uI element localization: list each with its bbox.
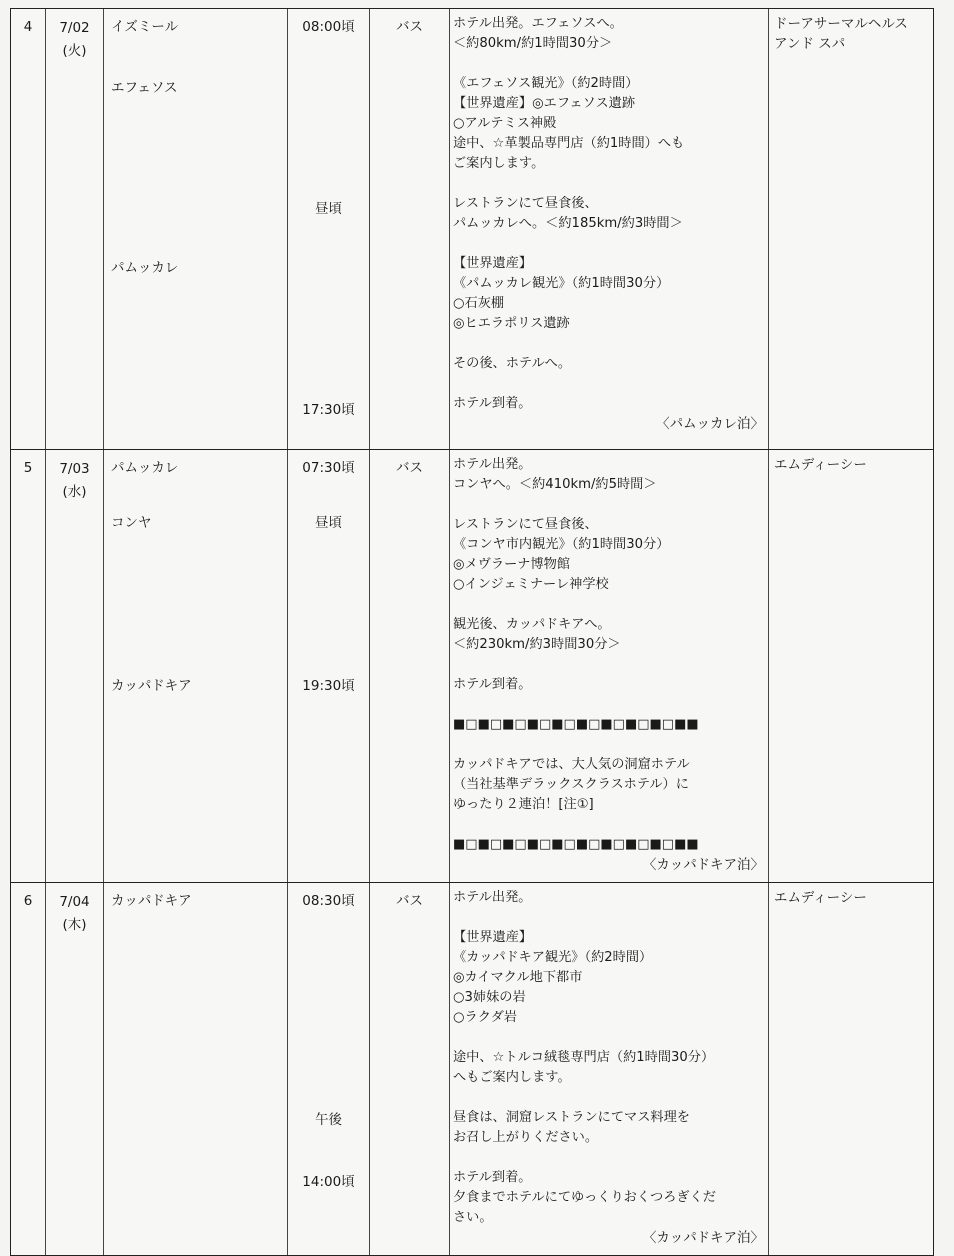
desc-line: ◎メヴラーナ博物館	[453, 557, 571, 572]
time: 17:30頃	[302, 402, 355, 418]
place-name: パムッカレ	[111, 460, 179, 476]
place-cell	[103, 450, 287, 882]
desc-line: ○ラクダ岩	[453, 1010, 517, 1025]
desc-line: パムッカレへ。＜約185km/約3時間＞	[453, 216, 683, 231]
transport-cell: バス	[369, 9, 449, 449]
place-name: エフェソス	[111, 80, 178, 96]
desc-line: ○アルテミス神殿	[453, 116, 557, 131]
desc-line	[453, 595, 764, 615]
date-cell	[45, 883, 103, 1255]
place-name: パムッカレ	[111, 260, 179, 276]
place-cell	[103, 883, 287, 1255]
desc-line	[453, 695, 764, 715]
desc-line: さい。	[453, 1210, 493, 1225]
place-name: カッパドキア	[111, 678, 192, 694]
desc-line: ホテル到着。	[453, 677, 532, 692]
desc-line: ◎カイマクル地下都市	[453, 970, 583, 985]
weekday: (水)	[62, 484, 87, 500]
day-number: 4	[23, 19, 33, 35]
description-cell	[449, 883, 768, 1255]
desc-line: 《エフェソス観光》（約2時間）	[453, 76, 639, 91]
time: 08:00頃	[302, 19, 355, 35]
desc-line: コンヤへ。＜約410km/約5時間＞	[453, 477, 657, 492]
desc-line: 観光後、カッパドキアへ。	[453, 617, 611, 632]
date: 7/03	[59, 461, 90, 477]
time-cell	[287, 450, 369, 882]
desc-line: カッパドキアでは、大人気の洞窟ホテル	[453, 757, 690, 772]
desc-line: ○石灰棚	[453, 296, 505, 311]
decorative-pattern: ■□■□■□■□■□■□■□■□■□■■	[453, 837, 699, 852]
day-row-4	[11, 9, 933, 449]
desc-line: ホテル出発。	[453, 890, 532, 905]
day-number: 5	[23, 460, 33, 476]
description-cell	[449, 450, 768, 882]
desc-line: 《パムッカレ観光》（約1時間30分）	[453, 276, 670, 291]
hotel-name: アンド スパ	[774, 36, 846, 52]
desc-line: 夕食までホテルにてゆっくりおくつろぎくだ	[453, 1190, 716, 1205]
desc-line: その後、ホテルへ。	[453, 356, 572, 371]
weekday: (火)	[62, 43, 87, 59]
desc-line	[453, 1088, 764, 1108]
desc-line	[453, 374, 764, 394]
weekday: (木)	[62, 917, 87, 933]
time-cell	[287, 883, 369, 1255]
day-row-6	[11, 882, 933, 1255]
desc-line	[453, 735, 764, 755]
desc-line: （当社基準デラックスクラスホテル）に	[453, 777, 689, 792]
day-number: 6	[23, 893, 33, 909]
desc-line	[453, 908, 764, 928]
overnight-stay: 〈カッパドキア泊〉	[642, 1230, 764, 1246]
desc-line	[453, 54, 764, 74]
hotel-cell	[768, 9, 933, 449]
description-cell	[449, 9, 768, 449]
desc-line: ＜約230km/約3時間30分＞	[453, 637, 621, 652]
desc-line: 【世界遺産】◎エフェソス遺跡	[453, 96, 636, 111]
desc-line: ホテル到着。	[453, 396, 532, 411]
desc-line: 昼食は、洞窟レストランにてマス料理を	[453, 1110, 690, 1125]
desc-line	[453, 334, 764, 354]
hotel-cell	[768, 883, 933, 1255]
desc-line	[453, 815, 764, 835]
overnight-stay: 〈カッパドキア泊〉	[642, 857, 764, 873]
day-row-5	[11, 449, 933, 882]
desc-line: ◎ヒエラポリス遺跡	[453, 316, 570, 331]
desc-line: ご案内します。	[453, 156, 545, 171]
date: 7/04	[59, 894, 90, 910]
place-name: イズミール	[111, 19, 179, 35]
desc-line: へもご案内します。	[453, 1070, 571, 1085]
hotel-name: エムディーシー	[774, 457, 867, 473]
desc-line: ○インジェミナーレ神学校	[453, 577, 609, 592]
date: 7/02	[59, 20, 90, 36]
time: 昼頃	[315, 515, 342, 531]
hotel-cell	[768, 450, 933, 882]
desc-line: 途中、☆革製品専門店（約1時間）へも	[453, 136, 685, 151]
place-name: コンヤ	[111, 515, 152, 531]
desc-line	[453, 495, 764, 515]
time: 14:00頃	[302, 1174, 355, 1190]
time-cell	[287, 9, 369, 449]
desc-line	[453, 234, 764, 254]
date-cell	[45, 450, 103, 882]
place-name: カッパドキア	[111, 893, 192, 909]
transport-cell: バス	[369, 883, 449, 1255]
time: 昼頃	[315, 201, 342, 217]
desc-line	[453, 1028, 764, 1048]
desc-line	[453, 174, 764, 194]
time: 08:30頃	[302, 893, 355, 909]
desc-line: ゆったり２連泊！[注①]	[453, 797, 594, 812]
hotel-name: エムディーシー	[774, 890, 867, 906]
desc-line: レストランにて昼食後、	[453, 517, 598, 532]
desc-line	[453, 655, 764, 675]
desc-line: お召し上がりください。	[453, 1130, 599, 1145]
time: 午後	[315, 1112, 342, 1128]
desc-line	[453, 1148, 764, 1168]
desc-line: ＜約80km/約1時間30分＞	[453, 36, 613, 51]
desc-line: ホテル出発。	[453, 457, 532, 472]
desc-line: 途中、☆トルコ絨毯専門店（約1時間30分）	[453, 1050, 715, 1065]
date-cell	[45, 9, 103, 449]
desc-line: ホテル到着。	[453, 1170, 532, 1185]
time: 19:30頃	[302, 678, 355, 694]
overnight-stay: 〈パムッカレ泊〉	[656, 416, 764, 432]
desc-line: ホテル出発。エフェソスへ。	[453, 16, 623, 31]
transport-cell: バス	[369, 450, 449, 882]
desc-line: 【世界遺産】	[453, 256, 533, 271]
desc-line: ○3姉妹の岩	[453, 990, 526, 1005]
time: 07:30頃	[302, 460, 355, 476]
hotel-name: ドーアサーマルヘルス	[774, 16, 908, 32]
itinerary-table	[10, 8, 934, 1256]
place-cell	[103, 9, 287, 449]
desc-line: 【世界遺産】	[453, 930, 533, 945]
decorative-pattern: ■□■□■□■□■□■□■□■□■□■■	[453, 717, 699, 732]
desc-line: 《コンヤ市内観光》（約1時間30分）	[453, 537, 670, 552]
desc-line: レストランにて昼食後、	[453, 196, 598, 211]
desc-line: 《カッパドキア観光》（約2時間）	[453, 950, 653, 965]
